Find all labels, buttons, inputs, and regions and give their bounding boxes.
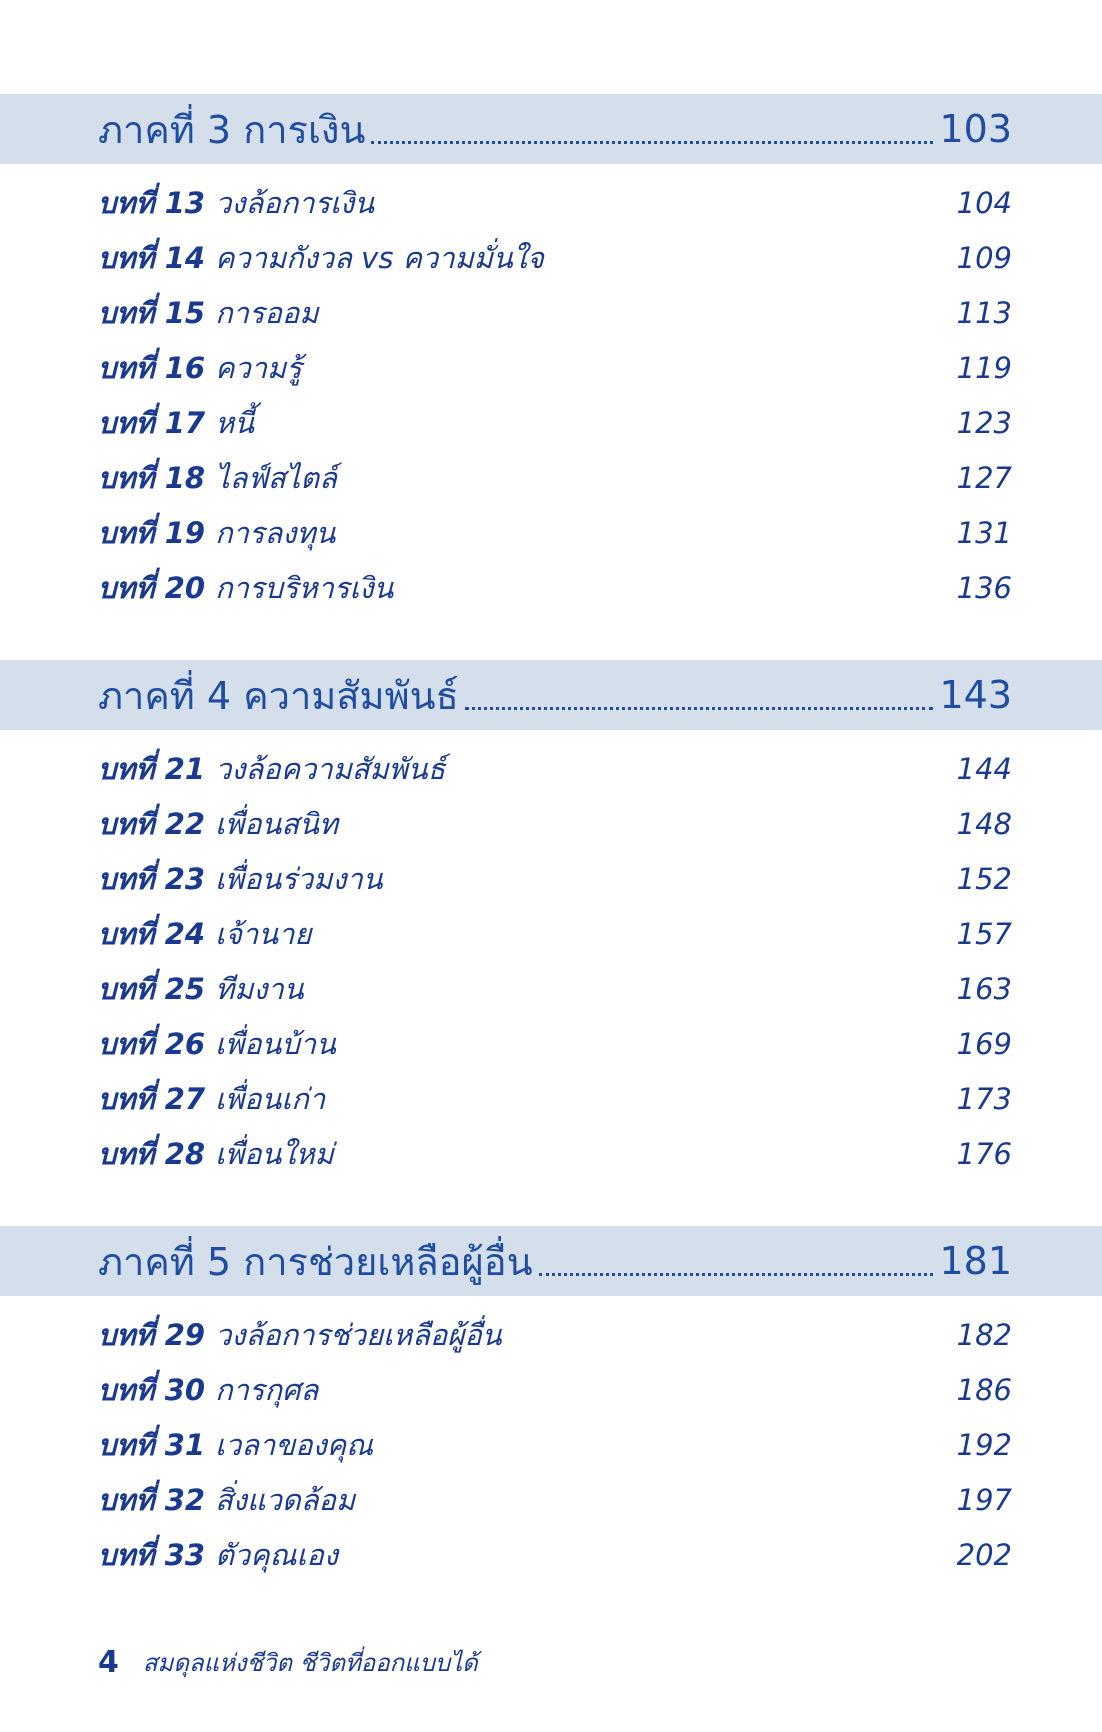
part-title: ภาคที่ 3 การเงิน	[98, 107, 366, 152]
chapter-row	[98, 340, 1012, 395]
chapter-title: การบริหารเงิน	[215, 570, 394, 605]
chapter-prefix: บทที่ 29	[98, 1317, 206, 1352]
chapter-row	[98, 851, 1012, 906]
chapter-page-number: 163	[956, 971, 1012, 1006]
chapter-list	[98, 1307, 1012, 1582]
chapter-title: เพื่อนเก่า	[215, 1081, 326, 1116]
chapter-row	[98, 1016, 1012, 1071]
chapter-title: ความกังวล vs ความมั่นใจ	[215, 240, 544, 275]
chapter-prefix: บทที่ 33	[98, 1537, 206, 1572]
chapter-page-number: 119	[956, 350, 1012, 385]
chapter-prefix: บทที่ 22	[98, 806, 206, 841]
footer-book-title: สมดุลแห่งชีวิต ชีวิตที่ออกแบบได้	[142, 1648, 478, 1677]
chapter-prefix: บทที่ 28	[98, 1136, 206, 1171]
chapter-title: การออม	[215, 295, 319, 330]
chapter-title: เพื่อนบ้าน	[215, 1026, 336, 1061]
chapter-row	[98, 285, 1012, 340]
chapter-row	[98, 175, 1012, 230]
chapter-title: ทีมงาน	[215, 971, 304, 1006]
chapter-page-number: 131	[956, 515, 1012, 550]
chapter-page-number: 152	[956, 861, 1012, 896]
chapter-prefix: บทที่ 14	[98, 240, 206, 275]
dot-leader	[465, 669, 934, 710]
chapter-row	[98, 796, 1012, 851]
chapter-row	[98, 1307, 1012, 1362]
chapter-prefix: บทที่ 24	[98, 916, 206, 951]
chapter-prefix: บทที่ 20	[98, 570, 206, 605]
chapter-prefix: บทที่ 13	[98, 185, 206, 220]
chapter-page-number: 109	[956, 240, 1012, 275]
chapter-title: วงล้อการช่วยเหลือผู้อื่น	[215, 1317, 502, 1352]
chapter-page-number: 169	[956, 1026, 1012, 1061]
chapter-page-number: 186	[956, 1372, 1012, 1407]
chapter-page-number: 104	[956, 185, 1012, 220]
chapter-page-number: 182	[956, 1317, 1012, 1352]
part-title: ภาคที่ 4 ความสัมพันธ์	[98, 673, 459, 718]
footer-page-number: 4	[98, 1644, 119, 1680]
chapter-prefix: บทที่ 30	[98, 1372, 206, 1407]
chapter-row	[98, 1071, 1012, 1126]
chapter-page-number: 136	[956, 570, 1012, 605]
chapter-prefix: บทที่ 27	[98, 1081, 206, 1116]
chapter-prefix: บทที่ 17	[98, 405, 206, 440]
chapter-page-number: 113	[956, 295, 1012, 330]
chapter-page-number: 123	[956, 405, 1012, 440]
chapter-prefix: บทที่ 21	[98, 751, 206, 786]
chapter-title: การกุศล	[215, 1372, 319, 1407]
part-title: ภาคที่ 5 การช่วยเหลือผู้อื่น	[98, 1239, 533, 1284]
page-footer	[98, 1640, 478, 1684]
part-header	[0, 660, 1102, 730]
chapter-row	[98, 906, 1012, 961]
dot-leader	[371, 103, 933, 144]
chapter-prefix: บทที่ 26	[98, 1026, 206, 1061]
chapter-page-number: 197	[956, 1482, 1012, 1517]
chapter-row	[98, 395, 1012, 450]
chapter-page-number: 148	[956, 806, 1012, 841]
chapter-title: เวลาของคุณ	[215, 1427, 374, 1462]
chapter-prefix: บทที่ 19	[98, 515, 206, 550]
chapter-page-number: 173	[956, 1081, 1012, 1116]
chapter-page-number: 192	[956, 1427, 1012, 1462]
chapter-page-number: 144	[956, 751, 1012, 786]
chapter-title: ตัวคุณเอง	[215, 1537, 339, 1572]
chapter-row	[98, 741, 1012, 796]
chapter-row	[98, 961, 1012, 1016]
chapter-title: เพื่อนใหม่	[215, 1136, 334, 1171]
chapter-title: เพื่อนร่วมงาน	[215, 861, 383, 896]
chapter-row	[98, 450, 1012, 505]
part-page-number: 103	[939, 107, 1012, 151]
chapter-prefix: บทที่ 25	[98, 971, 206, 1006]
chapter-page-number: 176	[956, 1136, 1012, 1171]
chapter-row	[98, 1527, 1012, 1582]
chapter-list	[98, 741, 1012, 1181]
chapter-row	[98, 1472, 1012, 1527]
chapter-title: วงล้อการเงิน	[215, 185, 375, 220]
part-header	[0, 94, 1102, 164]
chapter-prefix: บทที่ 31	[98, 1427, 206, 1462]
chapter-row	[98, 1417, 1012, 1472]
chapter-prefix: บทที่ 32	[98, 1482, 206, 1517]
chapter-prefix: บทที่ 15	[98, 295, 206, 330]
chapter-row	[98, 1126, 1012, 1181]
chapter-prefix: บทที่ 23	[98, 861, 206, 896]
chapter-page-number: 157	[956, 916, 1012, 951]
chapter-row	[98, 230, 1012, 285]
chapter-title: เจ้านาย	[215, 916, 312, 951]
chapter-title: เพื่อนสนิท	[215, 806, 339, 841]
chapter-title: หนี้	[215, 405, 255, 440]
dot-leader	[539, 1235, 934, 1276]
chapter-list	[98, 175, 1012, 615]
chapter-row	[98, 505, 1012, 560]
chapter-page-number: 127	[956, 460, 1012, 495]
chapter-prefix: บทที่ 18	[98, 460, 206, 495]
part-page-number: 143	[939, 673, 1012, 717]
chapter-title: ไลฟ์สไตล์	[215, 460, 337, 495]
chapter-row	[98, 1362, 1012, 1417]
part-header	[0, 1226, 1102, 1296]
part-page-number: 181	[939, 1239, 1012, 1283]
chapter-title: การลงทุน	[215, 515, 336, 550]
chapter-title: สิ่งแวดล้อม	[215, 1482, 356, 1517]
chapter-title: ความรู้	[215, 350, 302, 385]
chapter-prefix: บทที่ 16	[98, 350, 206, 385]
chapter-title: วงล้อความสัมพันธ์	[215, 751, 446, 786]
chapter-row	[98, 560, 1012, 615]
chapter-page-number: 202	[956, 1537, 1012, 1572]
